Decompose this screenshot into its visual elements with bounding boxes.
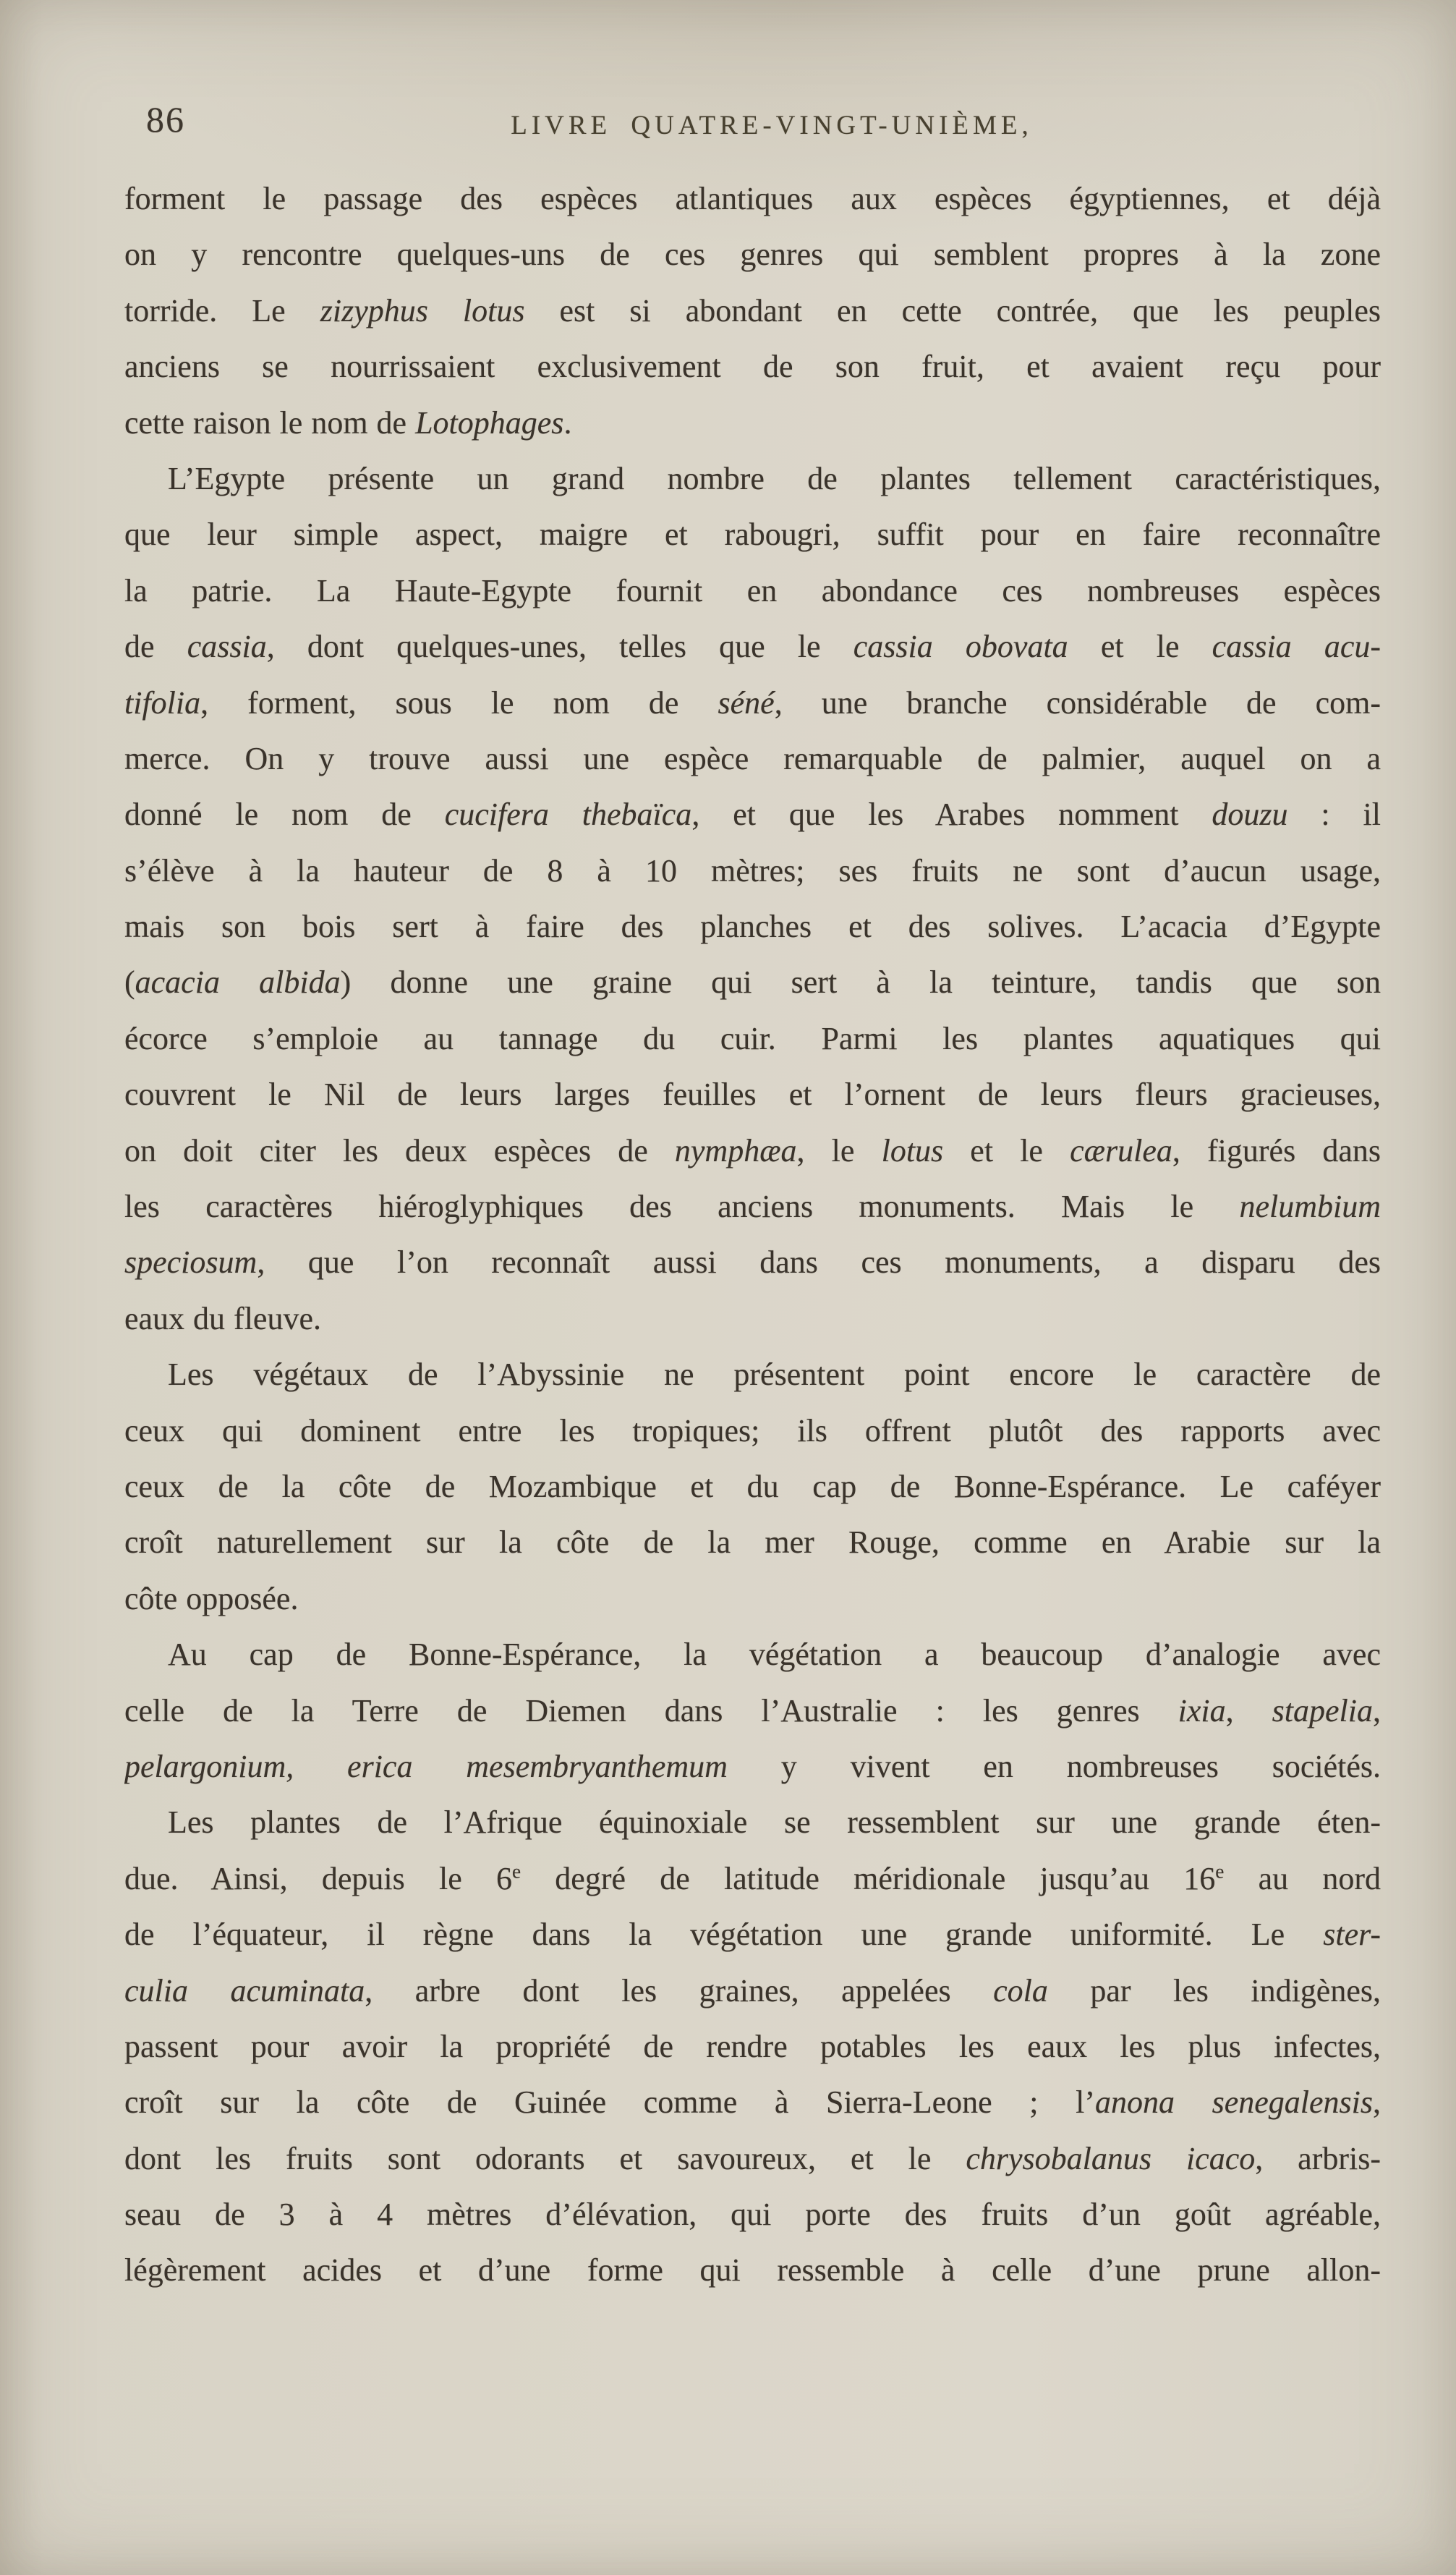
text-line <box>124 1179 1381 1234</box>
text-line <box>124 675 1381 731</box>
italic-species-name: Lotophages <box>415 404 564 441</box>
running-head: LIVRE QUATRE-VINGT-UNIÈME, <box>511 111 1033 140</box>
italic-species-name: stapelia <box>1272 1692 1373 1728</box>
text-line <box>124 954 1381 1010</box>
text-run: eaux du fleuve. <box>124 1300 321 1336</box>
text-run: on y rencontre quelques-uns de ces genres qui semblent propres à la zone <box>124 237 1381 273</box>
text-line <box>124 1626 1381 1682</box>
text-line <box>124 2019 1381 2074</box>
text-run: croît naturellement sur la côte de la mer Rouge, comme en Arabie sur la <box>124 1524 1381 1561</box>
text-run: , <box>1373 1692 1381 1728</box>
text-line <box>124 283 1381 339</box>
text-line <box>124 339 1381 394</box>
text-line <box>124 1514 1381 1570</box>
text-run: , arbris- <box>1255 2140 1381 2176</box>
ordinal-superscript: e <box>511 1860 521 1883</box>
italic-species-name: nymphæa <box>674 1132 797 1168</box>
text-run: : il <box>1287 797 1381 833</box>
text-run: au nord <box>1224 1860 1381 1896</box>
italic-species-name: cucifera thebaïca <box>444 797 692 833</box>
text-run: due. Ainsi, depuis le 6 <box>124 1860 512 1896</box>
text-line <box>124 395 1381 451</box>
text-line <box>124 1459 1381 1514</box>
text-run: ) donne une graine qui sert à la teinture, tandis que son <box>340 964 1381 1001</box>
italic-species-name: lotus <box>881 1132 944 1168</box>
text-run: croît sur la côte de Guinée comme à Sierra-Leone ; l’ <box>124 2084 1095 2121</box>
text-line <box>124 731 1381 786</box>
text-run: , une branche considérable de com- <box>774 684 1381 721</box>
italic-species-name: tifolia <box>124 684 201 721</box>
text-line <box>124 563 1381 619</box>
text-run: dont les fruits sont odorants et savoureux, et le <box>124 2140 966 2176</box>
text-run: on doit citer les deux espèces de <box>124 1132 675 1168</box>
text-run: légèrement acides et d’une forme qui ressemble à celle d’une prune allon- <box>124 2252 1381 2288</box>
text-run: , dont quelques-unes, telles que le <box>266 629 853 665</box>
text-line <box>124 1403 1381 1459</box>
paragraph <box>124 451 1381 1346</box>
ordinal-superscript: e <box>1215 1860 1225 1883</box>
text-run: , que l’on reconnaît aussi dans ces monuments, a disparu des <box>257 1244 1381 1281</box>
text-run: anciens se nourrissaient exclusivement de son fruit, et avaient reçu pour <box>124 349 1381 385</box>
italic-species-name: acacia albida <box>135 964 341 1001</box>
italic-species-name: anona senegalensis <box>1094 2084 1373 2121</box>
text-run: celle de la Terre de Diemen dans l’Australie : les genres <box>124 1692 1178 1728</box>
italic-species-name: cassia <box>187 629 267 665</box>
text-line <box>124 2131 1381 2186</box>
text-line <box>124 1683 1381 1739</box>
text-line <box>124 171 1381 226</box>
text-run: et le <box>943 1132 1070 1168</box>
text-run: est si abondant en cette contrée, que les peuples <box>524 292 1381 328</box>
text-run: la patrie. La Haute-Egypte fournit en abondance ces nombreuses espèces <box>124 572 1381 608</box>
text-run: écorce s’emploie au tannage du cuir. Parmi les plantes aquatiques qui <box>124 1020 1381 1056</box>
text-run: ceux qui dominent entre les tropiques; ils offrent plutôt des rapports avec <box>124 1412 1381 1448</box>
text-line <box>124 1066 1381 1122</box>
text-run: torride. Le <box>124 292 320 328</box>
text-run: de l’équateur, il règne dans la végétation une grande uniformité. Le <box>124 1917 1324 1953</box>
text-line <box>124 506 1381 562</box>
text-line <box>124 1571 1381 1626</box>
text-run: les caractères hiéroglyphiques des anciens monuments. Mais le <box>124 1189 1240 1225</box>
text-line <box>124 1234 1381 1290</box>
text-line <box>124 1346 1381 1402</box>
italic-species-name: douzu <box>1212 797 1288 833</box>
text-run: côte opposée. <box>124 1580 299 1616</box>
text-line <box>124 1011 1381 1066</box>
text-run: , arbre dont les graines, appelées <box>365 1972 994 2008</box>
italic-species-name: pelargonium, erica mesembryanthemum <box>124 1748 728 1784</box>
text-run: Au cap de Bonne-Espérance, la végétation a beaucoup d’analogie avec <box>168 1637 1381 1673</box>
paragraph <box>124 1626 1381 1794</box>
text-run: y vivent en nombreuses sociétés. <box>727 1748 1381 1784</box>
text-run: par les indigènes, <box>1047 1972 1381 2008</box>
text-run: passent pour avoir la propriété de rendre potables les eaux les plus infectes, <box>124 2028 1381 2064</box>
text-run: . <box>563 404 572 441</box>
text-run: couvrent le Nil de leurs larges feuilles et l’ornent de leurs fleurs gracieuses, <box>124 1077 1381 1113</box>
text-run: , et que les Arabes nomment <box>691 797 1212 833</box>
italic-species-name: cola <box>993 1972 1048 2008</box>
text-run: Les plantes de l’Afrique équinoxiale se ressemblent sur une grande éten- <box>168 1804 1381 1841</box>
text-run: , le <box>796 1132 882 1168</box>
text-line <box>124 1123 1381 1179</box>
text-run: , <box>1373 2084 1381 2121</box>
text-line <box>124 899 1381 954</box>
text-line <box>124 619 1381 674</box>
text-line <box>124 786 1381 842</box>
italic-species-name: cassia acu- <box>1212 629 1381 665</box>
italic-species-name: zizyphus lotus <box>320 292 525 328</box>
paragraph <box>124 171 1381 451</box>
text-run: cette raison le nom de <box>124 404 416 441</box>
text-run: et le <box>1068 629 1212 665</box>
italic-species-name: chrysobalanus icaco <box>966 2140 1256 2176</box>
italic-species-name: speciosum <box>124 1244 257 1281</box>
paragraph <box>124 1346 1381 1626</box>
text-line <box>124 451 1381 506</box>
text-line <box>124 2186 1381 2242</box>
text-line <box>124 1906 1381 1962</box>
italic-species-name: culia acuminata <box>124 1972 365 2008</box>
text-run: s’élève à la hauteur de 8 à 10 mètres; ses fruits ne sont d’aucun usage, <box>124 852 1381 888</box>
text-line <box>124 1851 1381 1906</box>
text-run: L’Egypte présente un grand nombre de plantes tellement caractéristiques, <box>168 460 1381 496</box>
text-line <box>124 1963 1381 2019</box>
italic-species-name: nelumbium <box>1239 1189 1381 1225</box>
text-run: merce. On y trouve aussi une espèce remarquable de palmier, auquel on a <box>124 740 1381 776</box>
text-run: Les végétaux de l’Abyssinie ne présentent point encore le caractère de <box>168 1357 1381 1393</box>
text-run: degré de latitude méridionale jusqu’au 16 <box>521 1860 1216 1896</box>
text-run: que leur simple aspect, maigre et rabougri, suffit pour en faire reconnaître <box>124 517 1381 553</box>
page-number: 86 <box>146 99 185 140</box>
text-run: , <box>1225 1692 1272 1728</box>
text-run: ceux de la côte de Mozambique et du cap de Bonne-Espérance. Le caféyer <box>124 1468 1381 1504</box>
text-line <box>124 2074 1381 2130</box>
italic-species-name: ixia <box>1178 1692 1226 1728</box>
text-line <box>124 226 1381 282</box>
paragraph <box>124 1794 1381 2299</box>
text-line <box>124 2242 1381 2298</box>
text-line <box>124 843 1381 899</box>
italic-species-name: cassia obovata <box>853 629 1068 665</box>
text-run: donné le nom de <box>124 797 445 833</box>
italic-species-name: séné <box>718 684 775 721</box>
text-run: , figurés dans <box>1172 1132 1381 1168</box>
text-run: forment le passage des espèces atlantiques aux espèces égyptiennes, et déjà <box>124 181 1381 216</box>
text-line <box>124 1794 1381 1850</box>
text-run: de <box>124 629 187 665</box>
page-body <box>124 171 1381 2299</box>
text-run: ( <box>124 964 135 1001</box>
italic-species-name: ster- <box>1323 1917 1381 1953</box>
text-run: , forment, sous le nom de <box>200 684 718 721</box>
text-line <box>124 1291 1381 1346</box>
text-run: seau de 3 à 4 mètres d’élévation, qui porte des fruits d’un goût agréable, <box>124 2197 1381 2233</box>
text-line <box>124 1739 1381 1794</box>
text-run: mais son bois sert à faire des planches et des solives. L’acacia d’Egypte <box>124 909 1381 945</box>
italic-species-name: cærulea <box>1070 1132 1172 1168</box>
